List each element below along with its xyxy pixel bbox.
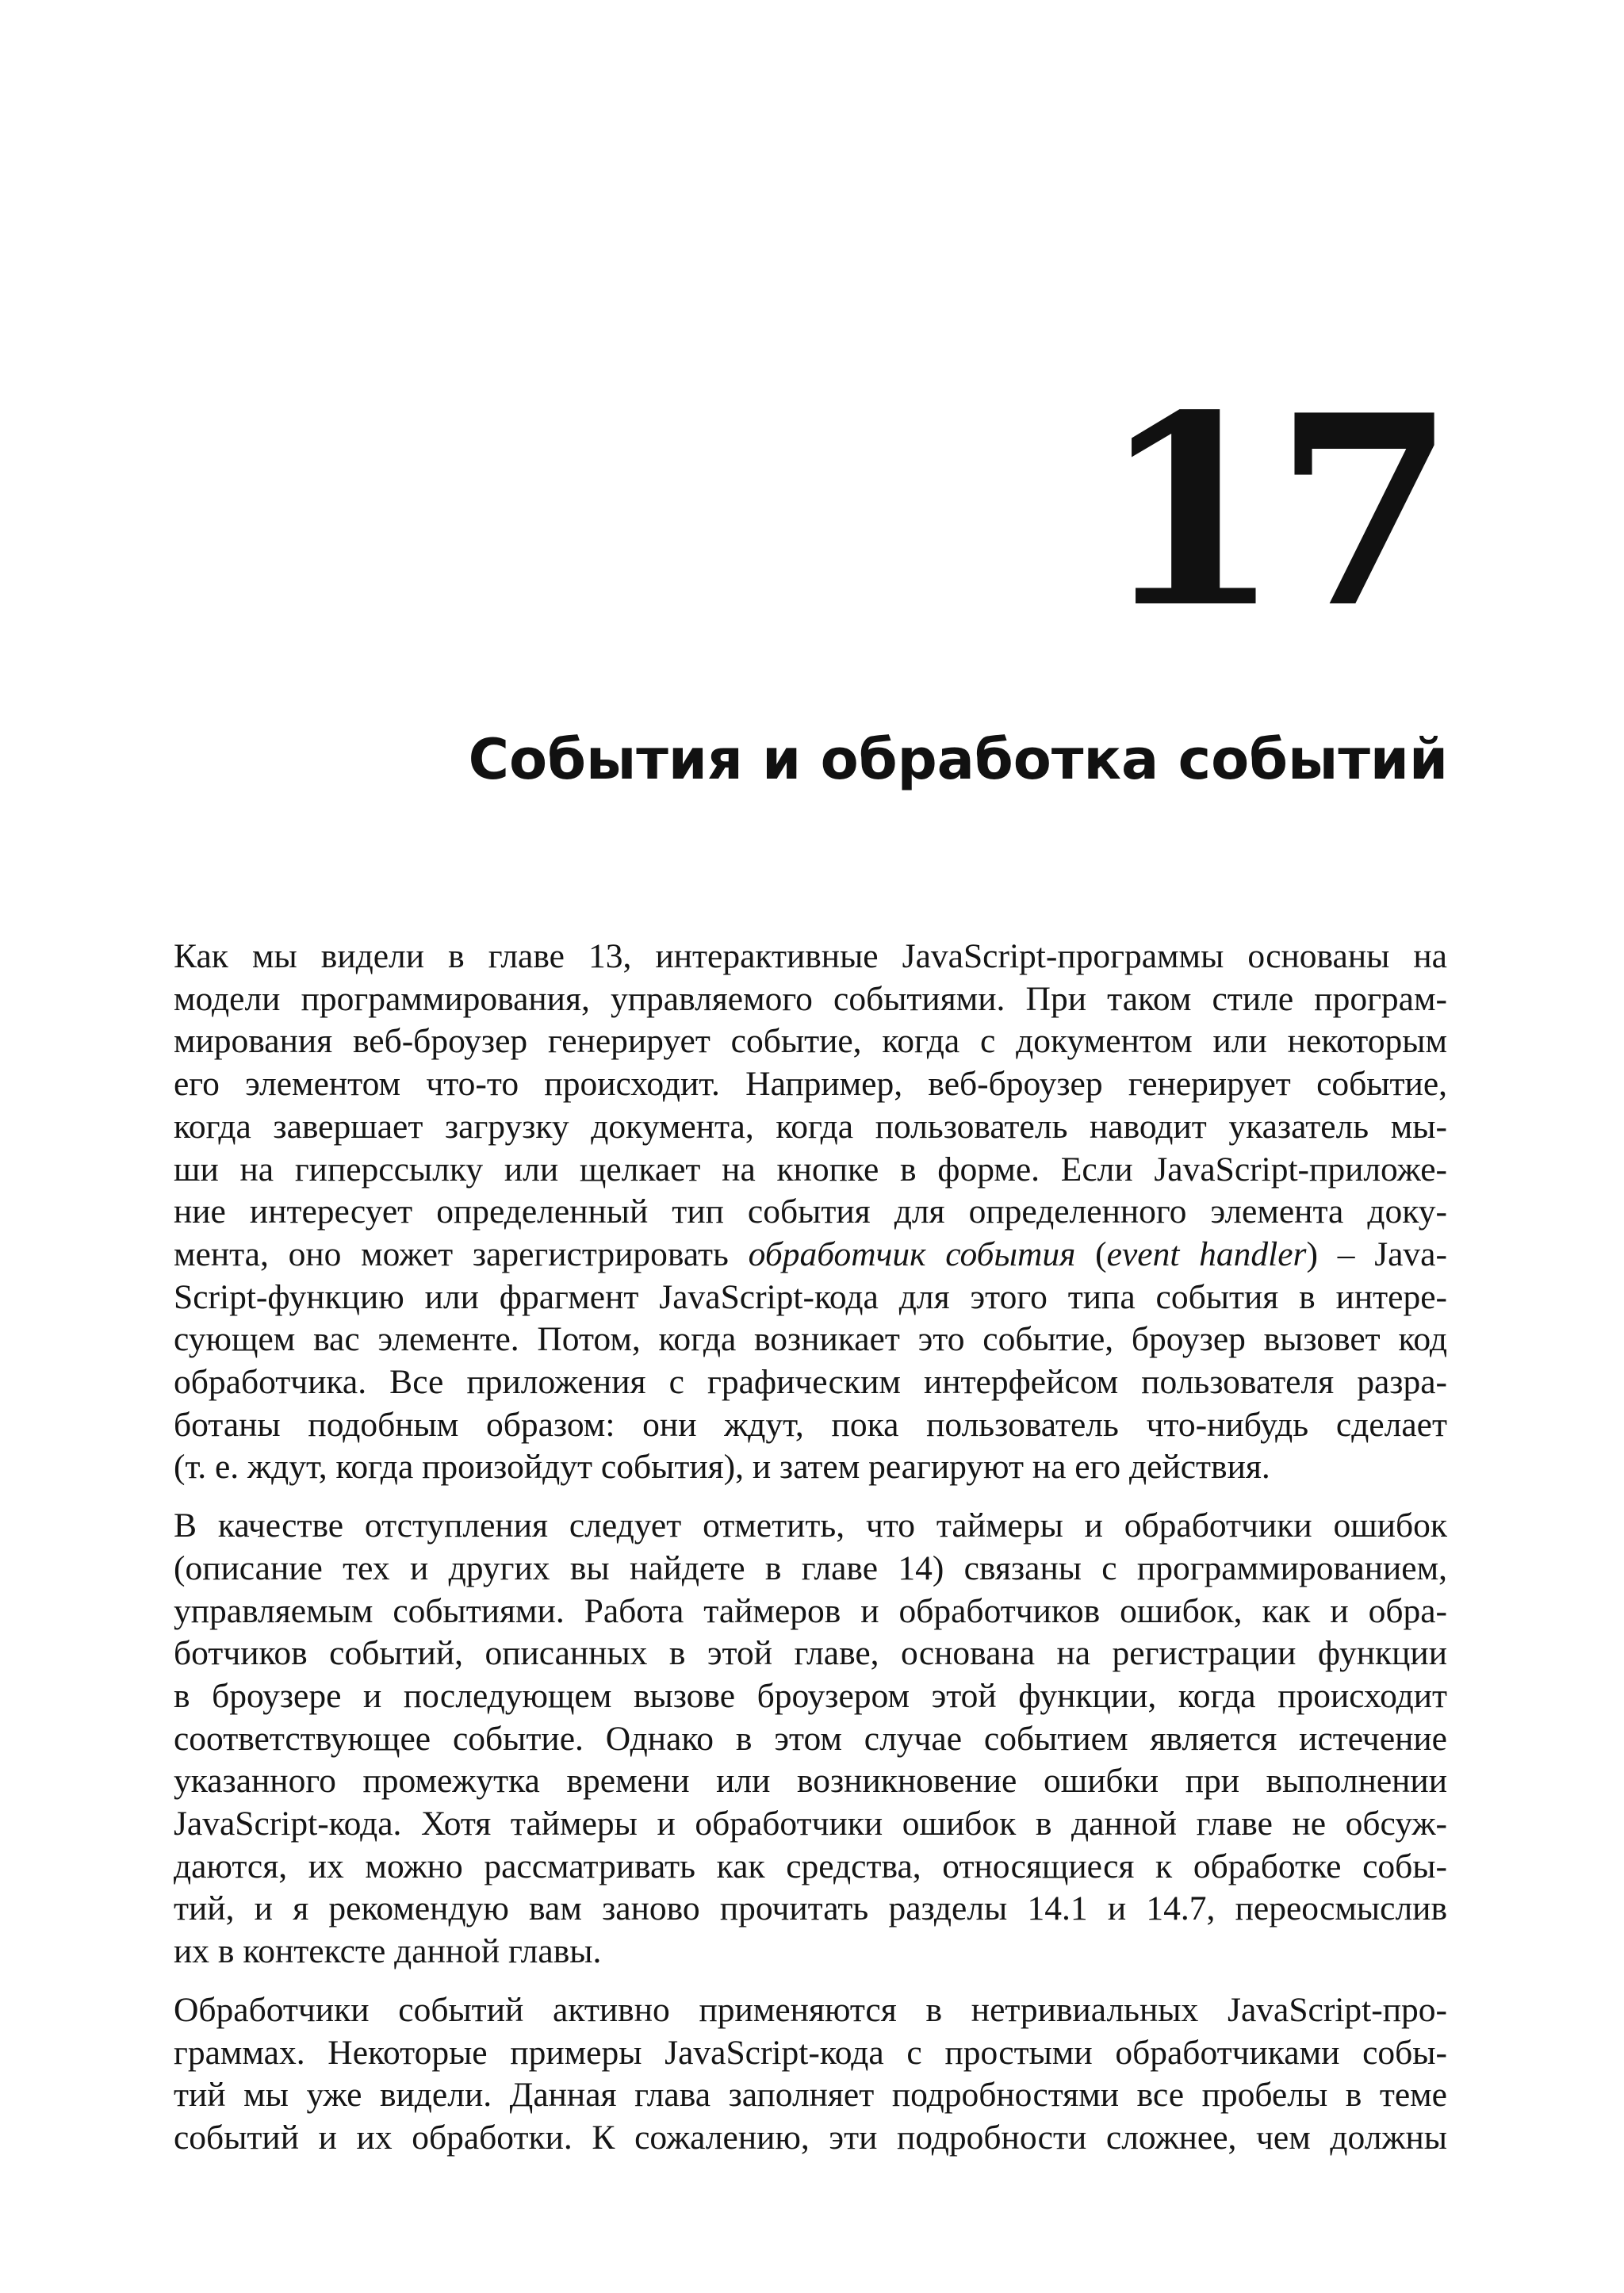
- text-segment: (: [1075, 1235, 1107, 1273]
- text-line: [174, 1106, 1447, 1149]
- text-line: [174, 2032, 1447, 2075]
- text-line: [174, 1149, 1447, 1192]
- text-segment: когда завершает загрузку документа, когда пользователь наводит указатель мы-: [174, 1107, 1447, 1146]
- text-line: [174, 1633, 1447, 1675]
- text-line: [174, 936, 1447, 978]
- text-segment: (т. е. ждут, когда произойдут события), и затем реагируют на его действия.: [174, 1448, 1270, 1487]
- text-segment: граммах. Некоторые примеры JavaScript-кода с простыми обработчиками собы-: [174, 2033, 1447, 2072]
- text-line: [174, 1675, 1447, 1718]
- text-segment: ши на гиперссылку или щелкает на кнопке в форме. Если JavaScript-приложе-: [174, 1150, 1447, 1189]
- text-line: [174, 1548, 1447, 1591]
- emphasized-term: event handler: [1106, 1235, 1307, 1273]
- text-line: [174, 1063, 1447, 1106]
- emphasized-term: обработчик события: [748, 1235, 1076, 1273]
- text-segment: событий и их обработки. К сожалению, эти подробности сложнее, чем должны: [174, 2118, 1447, 2157]
- text-segment: (описание тех и других вы найдете в главе 14) связаны с программированием,: [174, 1548, 1447, 1587]
- text-segment: даются, их можно рассматривать как средства, относящиеся к обработке собы-: [174, 1847, 1447, 1885]
- text-segment: Script-функцию или фрагмент JavaScript-кода для этого типа события в интере-: [174, 1277, 1447, 1316]
- text-segment: мирования веб-броузер генерирует событие, когда с документом или некоторым: [174, 1022, 1447, 1061]
- text-segment: ботаны подобным образом: они ждут, пока пользователь что-нибудь сделает: [174, 1405, 1447, 1444]
- chapter-body-text: [174, 936, 1447, 2176]
- text-line: [174, 1760, 1447, 1803]
- text-line: [174, 2074, 1447, 2117]
- chapter-number: 17: [1099, 358, 1448, 665]
- text-segment: в броузере и последующем вызове броузером этой функции, когда происходит: [174, 1676, 1447, 1715]
- text-line: [174, 1020, 1447, 1063]
- text-line: [174, 2117, 1447, 2160]
- text-segment: ботчиков событий, описанных в этой главе, основана на регистрации функции: [174, 1634, 1447, 1673]
- chapter-title: События и обработка событий: [468, 727, 1448, 792]
- text-line: [174, 1989, 1447, 2032]
- text-segment: В качестве отступления следует отметить, что таймеры и обработчики ошибок: [174, 1506, 1447, 1545]
- text-line: [174, 1361, 1447, 1404]
- text-segment: тий, и я рекомендую вам заново прочитать разделы 14.1 и 14.7, переосмыслив: [174, 1889, 1447, 1928]
- text-line: [174, 1505, 1447, 1548]
- text-line: [174, 1888, 1447, 1931]
- text-line: [174, 1591, 1447, 1633]
- text-segment: JavaScript-кода. Хотя таймеры и обработчики ошибок в данной главе не обсуж-: [174, 1805, 1447, 1843]
- text-segment: Обработчики событий активно применяются в нетривиальных JavaScript-про-: [174, 1990, 1447, 2029]
- text-segment: его элементом что-то происходит. Например, веб-броузер генерирует событие,: [174, 1065, 1447, 1104]
- text-segment: мента, оно может зарегистрировать: [174, 1235, 749, 1273]
- text-segment: указанного промежутка времени или возникновение ошибки при выполнении: [174, 1762, 1447, 1801]
- text-line: [174, 1319, 1447, 1361]
- paragraph: [174, 936, 1447, 1489]
- text-line: [174, 1191, 1447, 1234]
- text-segment: сующем вас элементе. Потом, когда возникает это событие, броузер вызовет код: [174, 1320, 1447, 1359]
- text-segment: их в контексте данной главы.: [174, 1932, 602, 1971]
- text-line: [174, 1404, 1447, 1447]
- paragraph: [174, 1989, 1447, 2160]
- text-line: [174, 1234, 1447, 1277]
- text-segment: соответствующее событие. Однако в этом случае событием является истечение: [174, 1719, 1447, 1758]
- text-segment: модели программирования, управляемого событиями. При таком стиле програм-: [174, 979, 1447, 1018]
- paragraph: [174, 1505, 1447, 1973]
- text-line: [174, 1931, 1447, 1973]
- text-line: [174, 978, 1447, 1021]
- text-line: [174, 1803, 1447, 1846]
- text-line: [174, 1277, 1447, 1319]
- text-segment: ние интересует определенный тип события для определенного элемента доку-: [174, 1192, 1447, 1231]
- text-line: [174, 1718, 1447, 1761]
- text-segment: ) – Java-: [1306, 1235, 1447, 1273]
- text-segment: Как мы видели в главе 13, интерактивные JavaScript-программы основаны на: [174, 937, 1447, 975]
- text-segment: управляемым событиями. Работа таймеров и обработчиков ошибок, как и обра-: [174, 1591, 1447, 1630]
- text-line: [174, 1446, 1447, 1489]
- text-line: [174, 1846, 1447, 1889]
- text-segment: тий мы уже видели. Данная глава заполняет подробностями все пробелы в теме: [174, 2076, 1447, 2115]
- text-segment: обработчика. Все приложения с графическим интерфейсом пользователя разра-: [174, 1363, 1447, 1402]
